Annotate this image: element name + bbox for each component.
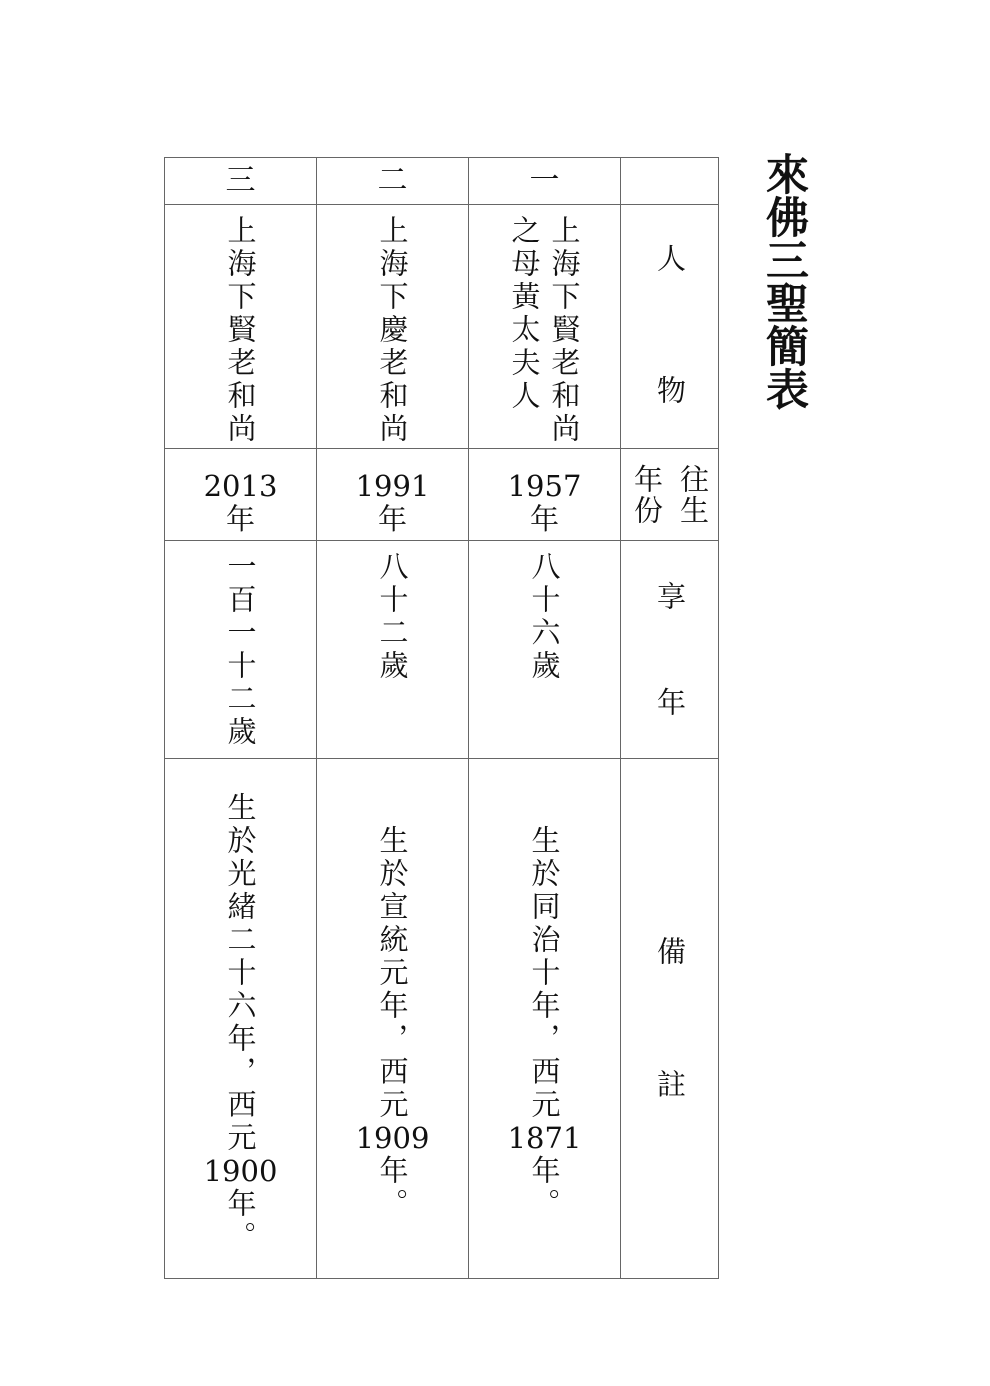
note-text-end: 年。 [223,1188,258,1254]
year-unit: 年 [377,501,407,536]
death-year: 2013 [203,468,278,503]
age-value: 一百一十二歲 [223,551,258,749]
person-cell-3 [165,205,316,448]
year-cell-2 [317,449,468,540]
death-year: 1991 [355,468,430,503]
row-label-year-b: 年份 [630,463,664,526]
row-label-age [621,541,719,758]
row-label-person [621,205,719,448]
row-label-age-b: 年 [653,687,687,720]
age-value: 八十六歲 [527,551,562,683]
summary-table [164,157,719,1279]
note-cell-1 [469,759,620,1279]
note-cell-2 [317,759,468,1279]
row-label-note [621,759,719,1279]
year-cell-1 [469,449,620,540]
header-col-1: 一 [529,163,560,198]
age-cell-3 [165,541,316,758]
header-corner [621,158,719,204]
row-label-person-b: 物 [653,375,687,408]
note-year: 1871 [507,1121,582,1155]
age-value: 八十二歲 [375,551,410,683]
note-text-end: 年。 [527,1155,562,1221]
person-name: 上海下賢老和尚 [223,215,258,446]
year-cell-3 [165,449,316,540]
person-name-line2: 之母黃太夫人 [507,215,542,413]
row-label-note-a: 備 [653,936,687,969]
note-cell-3 [165,759,316,1279]
note-text: 生於同治十年，西元 [527,825,562,1122]
header-col-2: 二 [377,163,408,198]
row-label-year-a: 往生 [676,463,710,526]
note-text-end: 年。 [375,1155,410,1221]
header-col-3: 三 [225,163,256,198]
note-text: 生於宣統元年，西元 [375,825,410,1122]
person-name: 上海下慶老和尚 [375,215,410,446]
age-cell-2 [317,541,468,758]
note-text: 生於光緒二十六年，西元 [223,792,258,1155]
note-year: 1900 [203,1154,278,1188]
year-unit: 年 [225,501,255,536]
year-unit: 年 [529,501,559,536]
row-label-note-b: 註 [653,1069,687,1102]
age-cell-1 [469,541,620,758]
row-label-age-a: 享 [653,581,687,614]
row-label-person-a: 人 [653,243,687,276]
note-year: 1909 [355,1121,430,1155]
person-cell-1 [469,205,620,448]
person-cell-2 [317,205,468,448]
person-name-line1: 上海下賢老和尚 [547,215,582,446]
death-year: 1957 [507,468,582,503]
row-label-year [621,449,719,540]
page-title: 來佛三聖簡表 [759,152,809,410]
